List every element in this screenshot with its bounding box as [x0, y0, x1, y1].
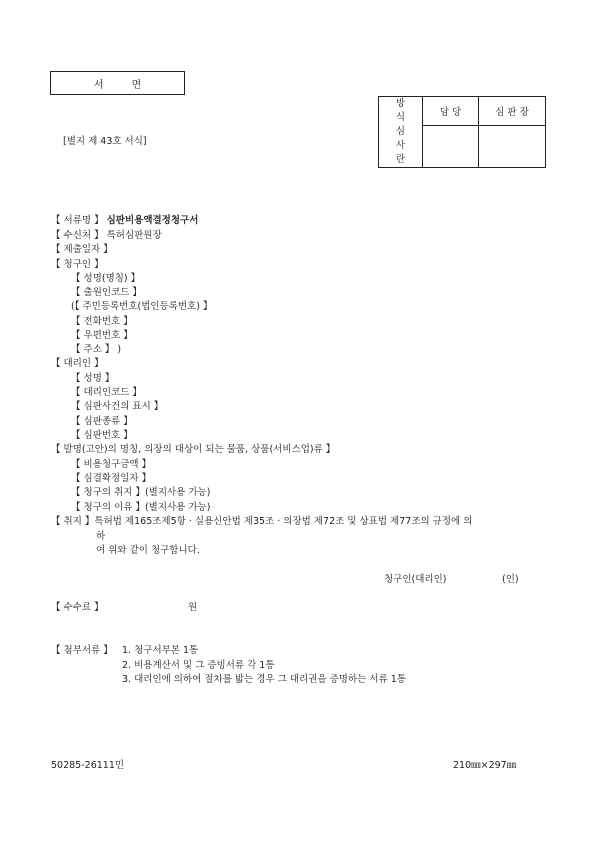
claim-reason-row: 【 청구의 이유 】(별지사용 가능) [71, 502, 211, 513]
fee-unit: 원 [188, 602, 198, 613]
approval-vertical-label [379, 97, 423, 168]
cost-amount-row: 【 비용청구금액 】 [71, 459, 152, 470]
requester-row: 【 청구인 】 [51, 259, 104, 270]
requester-code-row: 【 출원인코드 】 [71, 287, 142, 298]
invention-row: 【 발명(고안)의 명칭, 의장의 대상이 되는 물품, 상품(서비스업)류 】 [51, 444, 336, 455]
fee-label: 【 수수료 】 [51, 602, 104, 613]
attachments-label: 【 첨부서류 】 [51, 645, 113, 656]
attachment-item: 1. 청구서부본 1통 [122, 645, 199, 656]
recipient-row: 【 수신처 】 특허심판원장 [51, 230, 162, 241]
doc-name-value: 심판비용액결정청구서 [106, 215, 199, 226]
approval-char: 심 [395, 126, 406, 137]
requester-post-row: 【 우편번호 】 [71, 330, 133, 341]
document-type-label: 서면 [93, 79, 170, 91]
approval-char: 식 [395, 112, 406, 123]
doc-name-row [51, 212, 198, 226]
submit-date-row: 【 제출일자 】 [51, 244, 113, 255]
form-number: [별지 제 43호 서식] [63, 136, 147, 147]
case-type-row: 【 심판종류 】 [71, 416, 133, 427]
signer-label: 청구인(대리인) [384, 574, 447, 585]
approval-char: 방 [395, 98, 406, 109]
intent-line-1: 【 취지 】특허법 제165조제5항 · 실용신안법 제35조 · 의장법 제72조 및 상표법 제77조의 규정에 의 [51, 516, 473, 527]
attachment-item: 2. 비용계산서 및 그 증빙서류 각 1통 [122, 660, 275, 671]
footer-code: 50285-26111민 [51, 760, 125, 771]
decision-date-row: 【 심결확정일자 】 [71, 473, 152, 484]
intent-line-2: 하 [96, 531, 106, 542]
footer-paper-size: 210㎜×297㎜ [453, 760, 517, 771]
doc-name-label: 【 서류명 】 [51, 215, 104, 226]
document-type-box [50, 71, 185, 95]
intent-line-3: 여 위와 같이 청구합니다. [96, 545, 200, 556]
requester-address-row: 【 주소 】 ) [71, 344, 122, 355]
approval-chief-cell[interactable] [479, 125, 546, 167]
approval-char: 란 [395, 154, 406, 165]
claim-purpose-row: 【 청구의 취지 】(별지사용 가능) [71, 487, 211, 498]
attachment-item: 3. 대리인에 의하여 절차를 밟는 경우 그 대리권을 증명하는 서류 1통 [122, 674, 406, 685]
requester-phone-row: 【 전화번호 】 [71, 316, 133, 327]
requester-reg-row: (【 주민등록번호(법인등록번호) 】 [71, 301, 213, 312]
agent-row: 【 대리인 】 [51, 358, 104, 369]
agent-code-row: 【 대리인코드 】 [71, 387, 142, 398]
seal-mark: (인) [502, 574, 519, 585]
approval-table [378, 96, 546, 168]
approval-staff-cell[interactable] [423, 125, 479, 167]
agent-name-row: 【 성명 】 [71, 373, 115, 384]
case-display-row: 【 심판사건의 표시 】 [71, 401, 164, 412]
approval-char: 사 [395, 140, 406, 151]
approval-col-chief: 심 판 장 [479, 97, 546, 126]
approval-col-staff: 담 당 [423, 97, 479, 126]
case-number-row: 【 심판번호 】 [71, 430, 133, 441]
requester-name-row: 【 성명(명칭) 】 [71, 273, 141, 284]
